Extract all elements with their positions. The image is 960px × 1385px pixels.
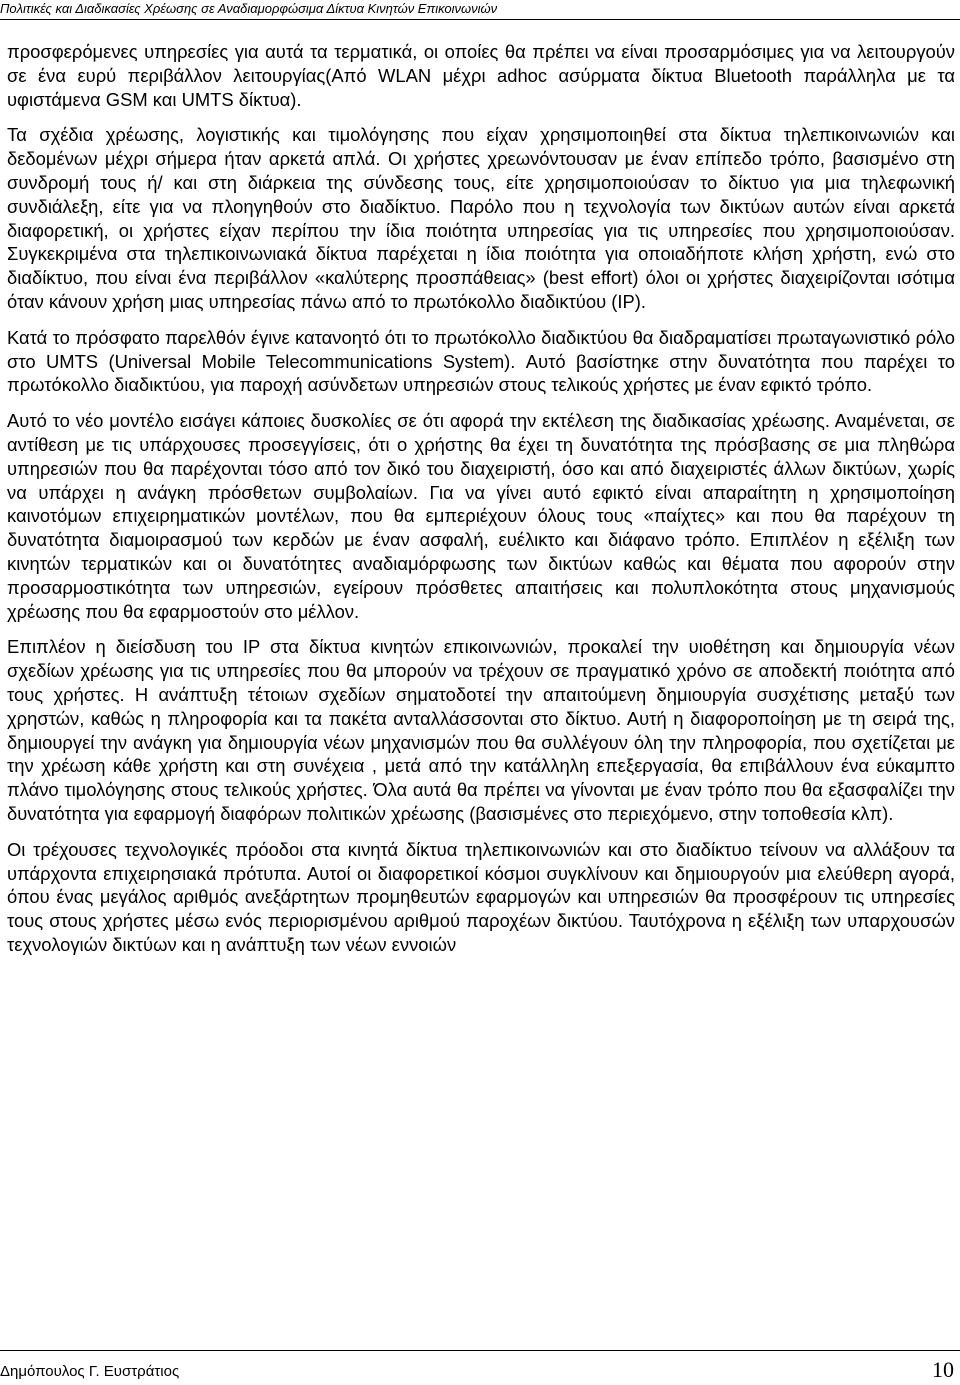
- paragraph-6: Οι τρέχουσες τεχνολογικές πρόοδοι στα κινητά δίκτυα τηλεπικοινωνιών και στο διαδίκτυο τείνουν να αλλάξουν τα υπάρχοντα επιχειρησιακά πρότυπα. Αυτοί οι διαφορετικοί κόσμοι συγκλίνουν και δημιουργούν μια ελεύθερη αγορά, όπου ένας μεγάλος αριθμός ανεξάρτητων προμηθευτών εφαρμογών και υπηρεσιών θα προσφέρουν τις υπηρεσίες τους στους χρήστες μέσω ενός περιορισμένου αριθμού παροχέων δικτύου. Ταυτόχρονα η εξέλιξη των υπαρχουσών τεχνολογιών δικτύων και η ανάπτυξη των νέων εννοιών: [7, 838, 955, 955]
- paragraph-5: Επιπλέον η διείσδυση του IP στα δίκτυα κινητών επικοινωνιών, προκαλεί την υιοθέτηση και δημιουργία νέων σχεδίων χρέωσης για τις υπηρεσίες που θα μπορούν να τρέχουν σε πραγματικό χρόνο σε αποδεκτή ποιότητα από τους χρήστες. Η ανάπτυξη τέτοιων σχεδίων σηματοδοτεί την απαιτούμενη δημιουργία συσχέτισης μεταξύ των χρηστών, καθώς η πληροφορία και τα πακέτα ανταλλάσσονται στο δίκτυο. Αυτή η διαφοροποίηση με τη σειρά της, δημιουργεί την ανάγκη για δημιουργία νέων μηχανισμών που θα συλλέγουν όλη την πληροφορία, που σχετίζεται με την χρέωση κάθε χρήστη και στη συνέχεια , μετά από την κατάλληλη επεξεργασία, θα επιβάλλουν ένα εύκαμπτο πλάνο τιμολόγησης στους τελικούς χρήστες. Όλα αυτά θα πρέπει να γίνονται με έναν τρόπο που θα εξασφαλίζει την δυνατότητα για εφαρμογή διαφόρων πολιτικών χρέωσης (βασισμένες στο περιεχόμενο, στην τοποθεσία κλπ).: [7, 636, 955, 824]
- footer-author: Δημόπουλος Γ. Ευστράτιος: [0, 1363, 180, 1380]
- running-header-title: Πολιτικές και Διαδικασίες Χρέωσης σε Αναδιαμορφώσιμα Δίκτυα Κινητών Επικοινωνιών: [0, 1, 498, 16]
- paragraph-1: προσφερόμενες υπηρεσίες για αυτά τα τερματικά, οι οποίες θα πρέπει να είναι προσαρμόσιμες για να λειτουργούν σε ένα ευρύ περιβάλλον λειτουργίας(Από WLAN μέχρι adhoc ασύρματα δίκτυα Bluetooth παράλληλα με τα υφιστάμενα GSM και UMTS δίκτυα).: [7, 41, 955, 110]
- paragraph-2: Τα σχέδια χρέωσης, λογιστικής και τιμολόγησης που είχαν χρησιμοποιηθεί στα δίκτυα τηλεπικοινωνιών και δεδομένων μέχρι σήμερα ήταν αρκετά απλά. Οι χρήστες χρεωνόντουσαν με έναν επίπεδο τρόπο, βασισμένο στη συνδρομή τους ή/ και στη διάρκεια της σύνδεσης τους, είτε χρησιμοποιούσαν το δίκτυο για μια τηλεφωνική συνδιάλεξη, είτε για να πλοηγηθούν στο διαδίκτυο. Παρόλο που η τεχνολογία των δικτύων αυτών είναι αρκετά διαφορετική, οι χρήστες είχαν περίπου την ίδια ποιότητα υπηρεσίας για τις υπηρεσίες που χρησιμοποιούσαν. Συγκεκριμένα στα τηλεπικοινωνιακά δίκτυα παρέχεται η ίδια ποιότητα για οποιαδήποτε κλήση χρήστη, ενώ στο διαδίκτυο, που είναι ένα περιβάλλον «καλύτερης προσπάθειας» (best effort) όλοι οι χρήστες διαχειρίζονται ισότιμα όταν κάνουν χρήση μιας υπηρεσίας πάνω από το πρωτόκολλο διαδικτύου (IP).: [7, 124, 955, 312]
- footer-divider: [0, 1350, 960, 1351]
- page-number: 10: [932, 1357, 954, 1382]
- header-divider: [0, 19, 960, 20]
- paragraph-4: Αυτό το νέο μοντέλο εισάγει κάποιες δυσκολίες σε ότι αφορά την εκτέλεση της διαδικασίας χρέωσης. Αναμένεται, σε αντίθεση με τις υπάρχουσες προσεγγίσεις, ότι ο χρήστης θα έχει τη δυνατότητα της πρόσβασης σε μια πληθώρα υπηρεσιών που θα παρέχονται τόσο από τον δικό του διαχειριστή, όσο και από διαχειριστές άλλων δικτύων, χωρίς να υπάρχει η ανάγκη πρόσθετων συμβολαίων. Για να γίνει αυτό εφικτό είναι απαραίτητη η χρησιμοποίηση καινοτόμων επιχειρηματικών μοντέλων, που θα εμπεριέχουν όλους τους «παίχτες» και που θα παρέχουν τη δυνατότητα διαμοιρασμού των κερδών με έναν ασφαλή, ευέλικτο και διάφανο τρόπο. Επιπλέον η εξέλιξη των κινητών τερματικών και οι δυνατότητες αναδιαμόρφωσης των δικτύων καθώς και θέματα που αφορούν στην προσαρμοστικότητα των υπηρεσιών, εγείρουν πρόσθετες απαιτήσεις και πολυπλοκότητα στους μηχανισμούς χρέωσης που θα εφαρμοστούν στο μέλλον.: [7, 410, 955, 622]
- document-body: [7, 40, 955, 969]
- paragraph-3: Κατά το πρόσφατο παρελθόν έγινε κατανοητό ότι το πρωτόκολλο διαδικτύου θα διαδραματίσει πρωταγωνιστικό ρόλο στο UMTS (Universal Mobile Telecommunications System). Αυτό βασίστηκε στην δυνατότητα που παρέχει το πρωτόκολλο διαδικτύου, για παροχή ασύνδετων υπηρεσιών στους τελικούς χρήστες με έναν εφικτό τρόπο.: [7, 326, 955, 396]
